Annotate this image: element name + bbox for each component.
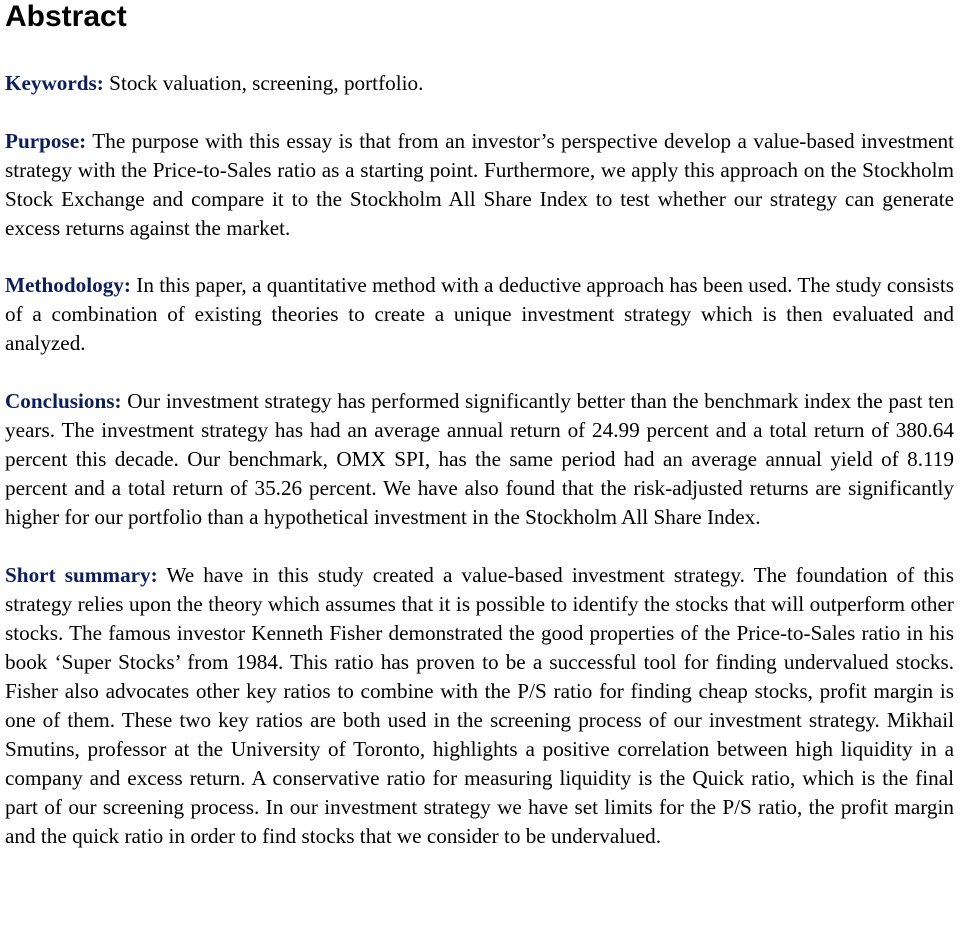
purpose-label: Purpose: xyxy=(5,129,87,153)
conclusions-label: Conclusions: xyxy=(5,389,122,413)
keywords-text: Stock valuation, screening, portfolio. xyxy=(109,71,424,95)
short-summary-label: Short summary: xyxy=(5,563,158,587)
short-summary-text: We have in this study created a value-based investment strategy. The foundation of this strategy relies upon the theory which assumes that it is possible to identify the stocks that will outperform other stocks. The famous investor Kenneth Fisher demonstrated the good properties of the Price-to-Sales ratio in his book ‘Super Stocks’ from 1984. This ratio has proven to be a successful tool for finding undervalued stocks. Fisher also advocates other key ratios to combine with the P/S ratio for finding cheap stocks, profit margin is one of them. These two key ratios are both used in the screening process of our investment strategy. Mikhail Smutins, professor at the University of Toronto, highlights a positive correlation between high liquidity in a company and excess return. A conservative ratio for measuring liquidity is the Quick ratio, which is the final part of our screening process. In our investment strategy we have set limits for the P/S ratio, the profit margin and the quick ratio in order to find stocks that we consider to be undervalued. xyxy=(5,563,954,848)
keywords-label: Keywords: xyxy=(5,71,104,95)
purpose-text: The purpose with this essay is that from an investor’s perspective develop a value-based investment strategy with the Price-to-Sales ratio as a starting point. Furthermore, we apply this approach on the Stockholm Stock Exchange and compare it to the Stockholm All Share Index to test whether our strategy can generate excess returns against the market. xyxy=(5,129,954,240)
conclusions-paragraph xyxy=(5,387,954,532)
purpose-paragraph xyxy=(5,127,954,243)
short-summary-paragraph xyxy=(5,561,954,851)
keywords-paragraph xyxy=(5,69,954,98)
methodology-paragraph xyxy=(5,271,954,358)
page-title: Abstract xyxy=(5,0,127,33)
methodology-label: Methodology: xyxy=(5,273,131,297)
conclusions-text: Our investment strategy has performed significantly better than the benchmark index the past ten years. The investment strategy has had an average annual return of 24.99 percent and a total return of 380.64 percent this decade. Our benchmark, OMX SPI, has the same period had an average annual yield of 8.119 percent and a total return of 35.26 percent. We have also found that the risk-adjusted returns are significantly higher for our portfolio than a hypothetical investment in the Stockholm All Share Index. xyxy=(5,389,955,529)
methodology-text: In this paper, a quantitative method with a deductive approach has been used. The study consists of a combination of existing theories to create a unique investment strategy which is then evaluated and analyzed. xyxy=(5,273,955,355)
